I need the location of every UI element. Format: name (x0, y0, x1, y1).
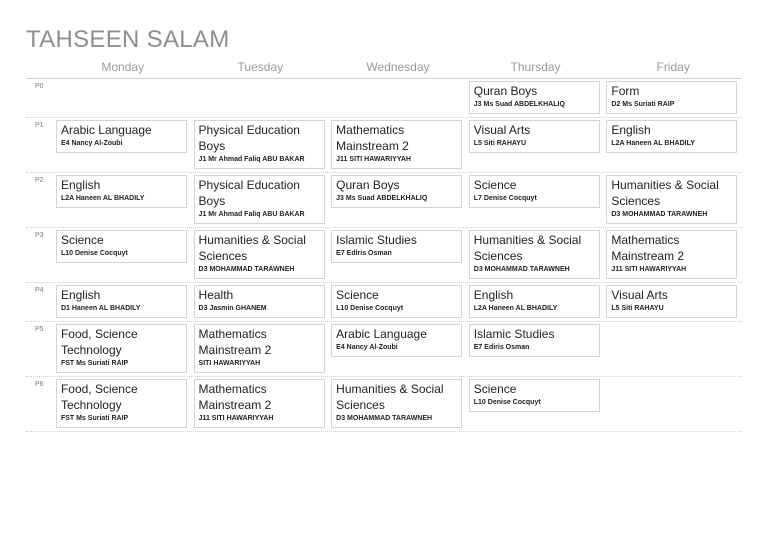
lesson-card[interactable] (331, 379, 462, 428)
lesson-subject: Humanities & Social Sciences (473, 233, 582, 263)
lesson-room-teacher: J3 Ms Suad ABDELKHALIQ (336, 195, 428, 202)
period-row (26, 283, 742, 322)
timetable-cell (54, 283, 192, 321)
lesson-subject: English (60, 178, 101, 192)
day-header-thursday: Thursday (510, 60, 561, 74)
lesson-subject: Humanities & Social Sciences (198, 233, 306, 263)
period-row (26, 79, 742, 118)
day-header-friday: Friday (656, 60, 690, 74)
timetable-cell (467, 79, 605, 117)
period-label: P3 (35, 232, 44, 239)
lesson-card[interactable] (331, 324, 462, 357)
lesson-card[interactable] (469, 379, 600, 412)
timetable-cell (329, 322, 467, 376)
lesson-subject: English (60, 288, 101, 302)
lesson-room-teacher: L10 Denise Cocquyt (473, 399, 541, 406)
timetable-cell (192, 228, 330, 282)
lesson-subject: Form (611, 84, 640, 98)
lesson-subject: Islamic Studies (473, 327, 555, 341)
lesson-card[interactable] (56, 379, 187, 428)
lesson-card[interactable] (331, 120, 462, 169)
timetable-cell (467, 228, 605, 282)
lesson-room-teacher: L5 Siti RAHAYU (611, 305, 664, 312)
lesson-room-teacher: J1 Mr Ahmad Faliq ABU BAKAR (198, 156, 305, 163)
day-header-wednesday: Wednesday (366, 60, 430, 74)
page-title: TAHSEEN SALAM (26, 26, 230, 53)
lesson-room-teacher: FST Ms Suriati RAIP (60, 360, 129, 367)
lesson-subject: Science (336, 288, 379, 302)
lesson-subject: Quran Boys (473, 84, 538, 98)
lesson-subject: Food, Science Technology (60, 327, 138, 357)
lesson-subject: Visual Arts (473, 123, 531, 137)
lesson-room-teacher: D3 MOHAMMAD TARAWNEH (336, 415, 433, 422)
period-row (26, 173, 742, 228)
lesson-room-teacher: SITI HAWARIYYAH (198, 360, 261, 367)
lesson-subject: Mathematics Mainstream 2 (198, 327, 272, 357)
lesson-card[interactable] (331, 285, 462, 318)
lesson-card[interactable] (194, 230, 325, 279)
lesson-room-teacher: J1 Mr Ahmad Faliq ABU BAKAR (198, 211, 305, 218)
timetable-cell (192, 377, 330, 431)
lesson-subject: Arabic Language (60, 123, 152, 137)
timetable-cell (329, 173, 467, 227)
lesson-card[interactable] (194, 379, 325, 428)
lesson-card[interactable] (56, 230, 187, 263)
lesson-card[interactable] (606, 175, 737, 224)
period-label: P4 (35, 287, 44, 294)
timetable-cell (467, 173, 605, 227)
period-row (26, 322, 742, 377)
day-header-tuesday: Tuesday (237, 60, 284, 74)
day-header-row (26, 56, 742, 79)
lesson-card[interactable] (469, 324, 600, 357)
timetable-cell (604, 228, 742, 282)
lesson-subject: Science (60, 233, 104, 247)
timetable-cell (329, 377, 467, 431)
timetable-cell (604, 118, 742, 172)
lesson-card[interactable] (56, 285, 187, 318)
timetable-cell (329, 118, 467, 172)
timetable-cell (192, 79, 330, 117)
lesson-room-teacher: D3 MOHAMMAD TARAWNEH (198, 266, 295, 273)
lesson-room-teacher: FST Ms Suriati RAIP (60, 415, 129, 422)
lesson-room-teacher: L10 Denise Cocquyt (60, 250, 128, 257)
lesson-subject: Science (473, 382, 517, 396)
period-row (26, 377, 742, 432)
lesson-card[interactable] (606, 285, 737, 318)
lesson-subject: Islamic Studies (336, 233, 417, 247)
period-label: P0 (35, 83, 44, 90)
timetable-cell (329, 79, 467, 117)
lesson-room-teacher: L5 Siti RAHAYU (473, 140, 527, 147)
lesson-card[interactable] (469, 81, 600, 114)
timetable-cell (54, 377, 192, 431)
lesson-card[interactable] (56, 175, 187, 208)
timetable-cell (467, 322, 605, 376)
lesson-subject: Humanities & Social Sciences (611, 178, 719, 208)
timetable-cell (54, 228, 192, 282)
lesson-subject: Science (473, 178, 517, 192)
lesson-card[interactable] (469, 285, 600, 318)
timetable-body (26, 79, 742, 432)
period-row (26, 118, 742, 173)
timetable-cell (54, 118, 192, 172)
lesson-subject: Humanities & Social Sciences (336, 382, 444, 412)
timetable-cell (192, 118, 330, 172)
lesson-room-teacher: D3 MOHAMMAD TARAWNEH (473, 266, 570, 273)
timetable-cell (604, 173, 742, 227)
lesson-room-teacher: D2 Ms Suriati RAIP (611, 101, 675, 108)
lesson-card[interactable] (469, 175, 600, 208)
lesson-card[interactable] (469, 120, 600, 153)
lesson-card[interactable] (331, 175, 462, 208)
timetable-cell (329, 283, 467, 321)
lesson-room-teacher: J11 SITI HAWARIYYAH (611, 266, 687, 273)
lesson-room-teacher: D1 Haneen AL BHADILY (60, 305, 141, 312)
lesson-room-teacher: J11 SITI HAWARIYYAH (336, 156, 411, 163)
timetable-cell (604, 79, 742, 117)
timetable-cell (467, 283, 605, 321)
lesson-card[interactable] (194, 120, 325, 169)
period-label: P2 (35, 177, 44, 184)
lesson-card[interactable] (469, 230, 600, 279)
lesson-room-teacher: E4 Nancy Al-Zoubi (336, 344, 398, 351)
timetable-cell (467, 377, 605, 431)
timetable-cell (604, 377, 742, 431)
lesson-card[interactable] (331, 230, 462, 263)
lesson-card[interactable] (606, 81, 737, 114)
lesson-subject: Quran Boys (336, 178, 400, 192)
timetable-cell (329, 228, 467, 282)
period-label: P5 (35, 326, 44, 333)
lesson-card[interactable] (194, 324, 325, 373)
lesson-subject: Mathematics Mainstream 2 (611, 233, 685, 263)
timetable-cell (192, 173, 330, 227)
timetable-cell (192, 322, 330, 376)
lesson-subject: Physical Education Boys (198, 123, 300, 153)
lesson-room-teacher: J11 SITI HAWARIYYAH (198, 415, 274, 422)
timetable-cell (192, 283, 330, 321)
lesson-room-teacher: L2A Haneen AL BHADILY (60, 195, 145, 202)
lesson-subject: Food, Science Technology (60, 382, 138, 412)
period-label: P6 (35, 381, 44, 388)
lesson-card[interactable] (606, 230, 737, 279)
timetable-cell (54, 173, 192, 227)
lesson-subject: Arabic Language (336, 327, 427, 341)
timetable-cell (604, 322, 742, 376)
period-row (26, 228, 742, 283)
lesson-card[interactable] (606, 120, 737, 153)
lesson-room-teacher: L2A Haneen AL BHADILY (611, 140, 695, 147)
timetable-cell (467, 118, 605, 172)
lesson-room-teacher: E4 Nancy Al-Zoubi (60, 140, 123, 147)
lesson-room-teacher: J3 Ms Suad ABDELKHALIQ (473, 101, 565, 108)
lesson-room-teacher: E7 Ediris Osman (336, 250, 392, 257)
lesson-subject: English (611, 123, 651, 137)
lesson-subject: Health (198, 288, 234, 302)
lesson-subject: Physical Education Boys (198, 178, 300, 208)
lesson-room-teacher: D3 Jasmin GHANEM (198, 305, 267, 312)
lesson-subject: Mathematics Mainstream 2 (198, 382, 272, 412)
lesson-subject: English (473, 288, 514, 302)
lesson-subject: Mathematics Mainstream 2 (336, 123, 409, 153)
timetable-cell (604, 283, 742, 321)
lesson-room-teacher: E7 Ediris Osman (473, 344, 530, 351)
lesson-room-teacher: L7 Denise Cocquyt (473, 195, 537, 202)
lesson-card[interactable] (56, 120, 187, 153)
lesson-room-teacher: D3 MOHAMMAD TARAWNEH (611, 211, 708, 218)
lesson-card[interactable] (194, 285, 325, 318)
period-label: P1 (35, 122, 44, 129)
lesson-card[interactable] (194, 175, 325, 224)
lesson-room-teacher: L2A Haneen AL BHADILY (473, 305, 558, 312)
day-header-monday: Monday (101, 60, 145, 74)
header-corner (26, 56, 54, 78)
lesson-subject: Visual Arts (611, 288, 668, 302)
timetable-grid (26, 56, 742, 432)
lesson-room-teacher: L10 Denise Cocquyt (336, 305, 404, 312)
lesson-card[interactable] (56, 324, 187, 373)
timetable-cell (54, 79, 192, 117)
timetable-cell (54, 322, 192, 376)
